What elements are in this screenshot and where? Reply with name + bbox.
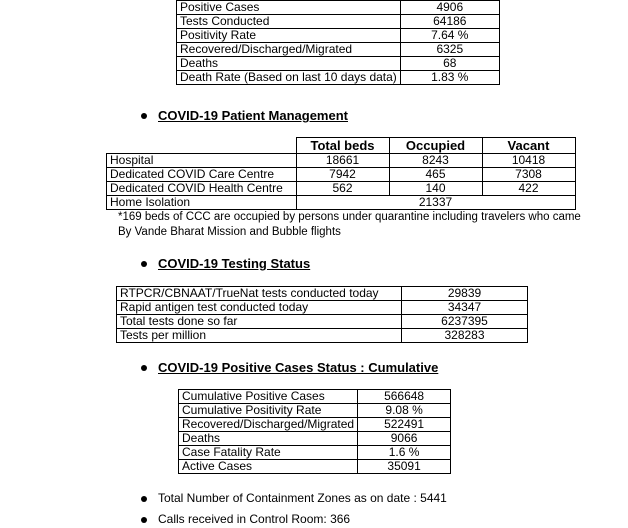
cumulative-heading: COVID-19 Positive Cases Status : Cumulative <box>158 360 439 375</box>
row-label: RTPCR/CBNAAT/TrueNat tests conducted today <box>117 287 402 301</box>
bullet-icon <box>141 496 147 502</box>
patient-management-table <box>106 137 576 210</box>
footnote-line: By Vande Bharat Mission and Bubble flights <box>118 226 341 238</box>
row-value: 64186 <box>400 15 499 29</box>
table-row <box>117 287 528 301</box>
empty-cell <box>107 138 297 154</box>
row-label: Recovered/Discharged/Migrated <box>177 43 401 57</box>
row-value: 328283 <box>402 329 528 343</box>
row-value: 9066 <box>358 432 451 446</box>
testing-status-table <box>116 286 528 343</box>
table-row <box>179 390 451 404</box>
table-header-row <box>107 138 576 154</box>
col-header-occupied: Occupied <box>389 138 482 154</box>
occupied-value: 8243 <box>389 154 482 168</box>
col-header-total-beds: Total beds <box>296 138 389 154</box>
row-value: 1.6 % <box>358 446 451 460</box>
table-row <box>177 1 500 15</box>
testing-status-heading: COVID-19 Testing Status <box>158 256 311 271</box>
table-row <box>117 301 528 315</box>
row-value: 6237395 <box>402 315 528 329</box>
table-row <box>107 154 576 168</box>
table-row <box>117 315 528 329</box>
table-row <box>177 43 500 57</box>
bullet-icon <box>141 365 147 371</box>
row-label: Home Isolation <box>107 196 297 210</box>
summary-table <box>176 0 500 85</box>
row-label: Active Cases <box>179 460 358 474</box>
row-value: 9.08 % <box>358 404 451 418</box>
table-row <box>177 57 500 71</box>
row-label: Tests per million <box>117 329 402 343</box>
col-header-vacant: Vacant <box>482 138 575 154</box>
row-value: 566648 <box>358 390 451 404</box>
row-value: 6325 <box>400 43 499 57</box>
cumulative-table <box>178 389 451 474</box>
table-row <box>179 446 451 460</box>
row-value: 522491 <box>358 418 451 432</box>
total-beds-value: 18661 <box>296 154 389 168</box>
table-row <box>177 29 500 43</box>
vacant-value: 422 <box>482 182 575 196</box>
patient-management-heading: COVID-19 Patient Management <box>158 108 348 123</box>
vacant-value: 7308 <box>482 168 575 182</box>
table-row <box>179 404 451 418</box>
row-value: 29839 <box>402 287 528 301</box>
row-label: Deaths <box>179 432 358 446</box>
occupied-value: 140 <box>389 182 482 196</box>
row-value: 34347 <box>402 301 528 315</box>
footnote-line: *169 beds of CCC are occupied by persons under quarantine including travelers who came <box>118 211 581 223</box>
bullet-icon <box>141 261 147 267</box>
table-row <box>107 168 576 182</box>
table-row <box>177 71 500 85</box>
row-value: 35091 <box>358 460 451 474</box>
total-beds-value: 562 <box>296 182 389 196</box>
occupied-value: 465 <box>389 168 482 182</box>
row-label: Positive Cases <box>177 1 401 15</box>
table-row <box>179 460 451 474</box>
row-label: Dedicated COVID Care Centre <box>107 168 297 182</box>
row-value: 1.83 % <box>400 71 499 85</box>
row-value: 4906 <box>400 1 499 15</box>
row-value: 68 <box>400 57 499 71</box>
row-label: Dedicated COVID Health Centre <box>107 182 297 196</box>
row-label: Case Fatality Rate <box>179 446 358 460</box>
total-beds-value: 7942 <box>296 168 389 182</box>
control-room-calls-text: Calls received in Control Room: 366 <box>158 512 351 526</box>
table-row <box>177 15 500 29</box>
row-label: Deaths <box>177 57 401 71</box>
bullet-icon <box>141 517 147 523</box>
table-row <box>107 196 576 210</box>
row-label: Tests Conducted <box>177 15 401 29</box>
home-isolation-value: 21337 <box>296 196 575 210</box>
row-label: Recovered/Discharged/Migrated <box>179 418 358 432</box>
row-label: Total tests done so far <box>117 315 402 329</box>
row-label: Hospital <box>107 154 297 168</box>
table-row <box>117 329 528 343</box>
bullet-icon <box>141 113 147 119</box>
row-value: 7.64 % <box>400 29 499 43</box>
row-label: Positivity Rate <box>177 29 401 43</box>
row-label: Death Rate (Based on last 10 days data) <box>177 71 401 85</box>
table-row <box>179 432 451 446</box>
vacant-value: 10418 <box>482 154 575 168</box>
table-row <box>179 418 451 432</box>
containment-zones-text: Total Number of Containment Zones as on date : 5441 <box>158 491 447 505</box>
row-label: Rapid antigen test conducted today <box>117 301 402 315</box>
row-label: Cumulative Positivity Rate <box>179 404 358 418</box>
row-label: Cumulative Positive Cases <box>179 390 358 404</box>
table-row <box>107 182 576 196</box>
